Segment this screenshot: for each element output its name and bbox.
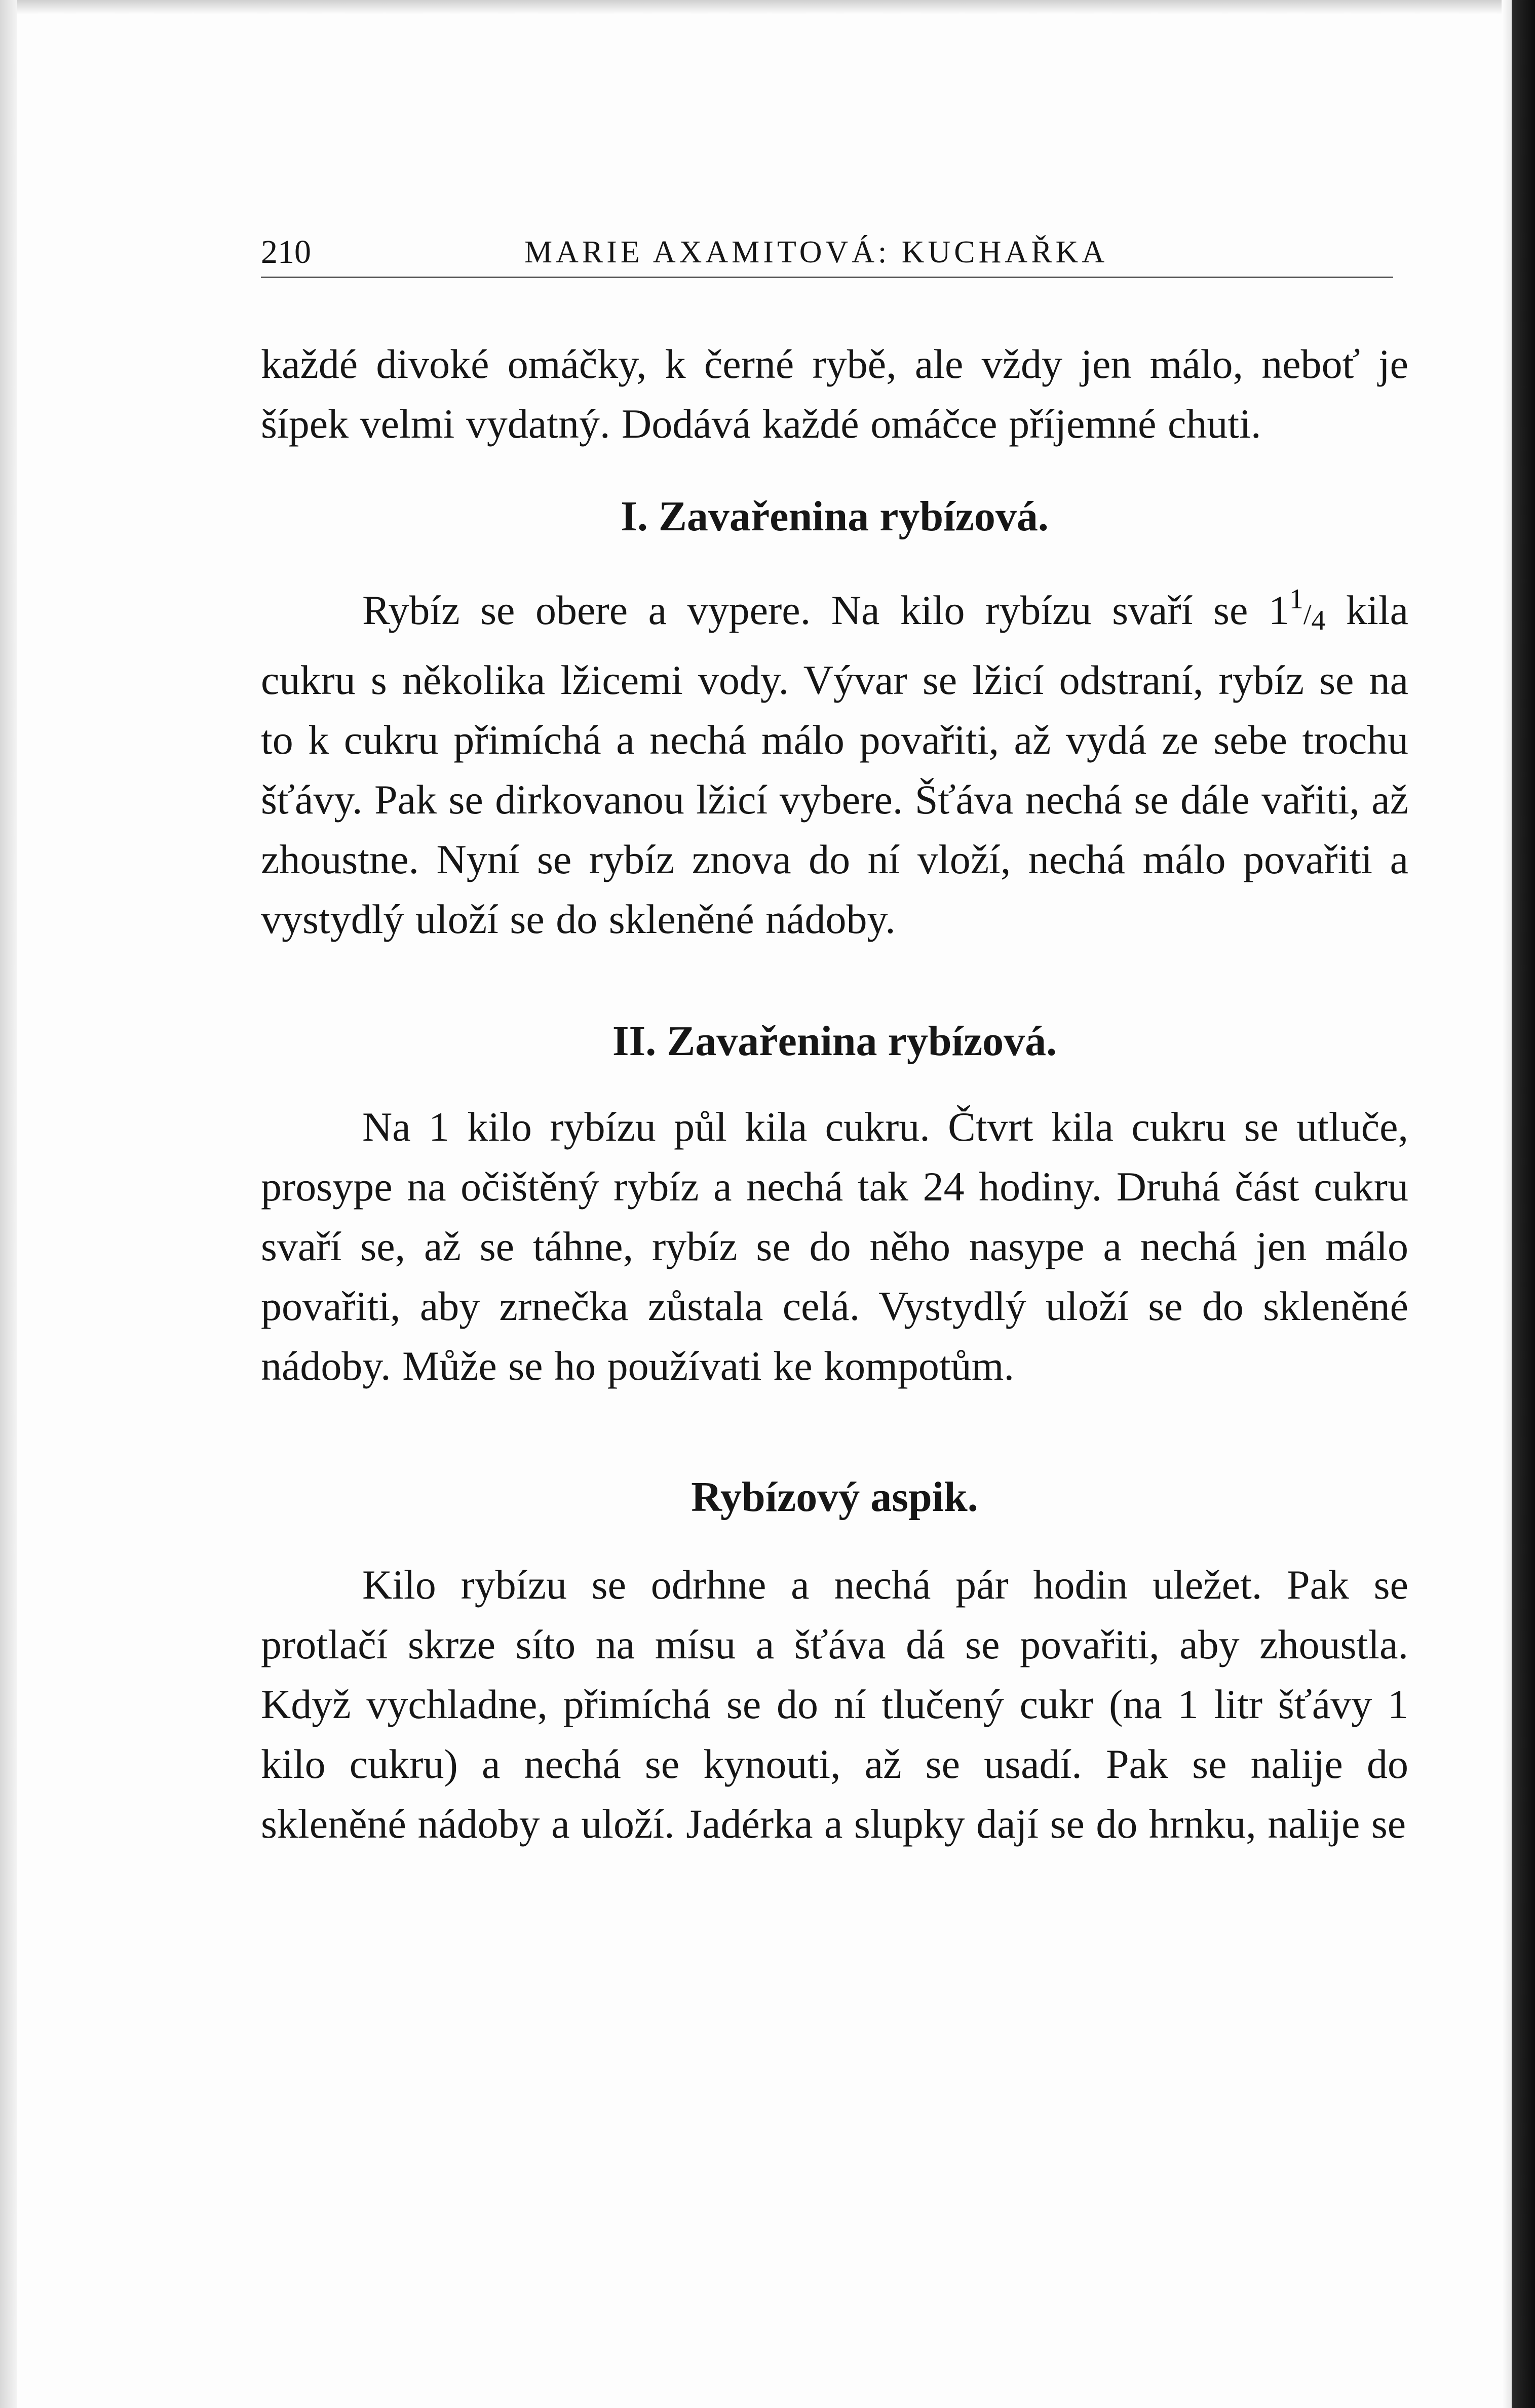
section-heading-2: II. Zavařenina rybízová. — [612, 1017, 1057, 1065]
intro-paragraph: každé divoké omáčky, k černé rybě, ale vždy jen málo, neboť je šípek velmi vydatný. Dodává každé omáčce příjemné chuti. — [261, 341, 1408, 447]
fraction-slash: / — [1303, 599, 1312, 631]
section-1-text-part1: Rybíz se obere a vypere. Na kilo rybízu svaří se 1 — [362, 587, 1289, 633]
running-title: MARIE AXAMITOVÁ: KUCHAŘKA — [524, 235, 1108, 269]
section-paragraph-3: Kilo rybízu se odrhne a nechá pár hodin uležet. Pak se protlačí skrze síto na mísu a šťáva dá se povařiti, aby zhoustla. Když vychladne, přimíchá se do ní tlučený cukr (na 1 litr šťávy 1 kilo cukru) a nechá se kynouti, až se usadí. Pak se nalije do skleněné nádoby a uloží. Jadérka a slupky dají se do hrnku, nalije se — [261, 1561, 1408, 1847]
page-number: 210 — [261, 234, 311, 270]
header-rule — [261, 277, 1393, 278]
page-left-edge — [0, 0, 17, 2408]
fraction-numerator: 1 — [1289, 584, 1303, 615]
page-body — [261, 334, 1408, 1854]
section-heading-3: Rybízový aspik. — [691, 1473, 978, 1521]
section-1-text-part2: kila cukru s několika lžicemi vody. Vývar se lžicí odstraní, rybíz se na to k cukru přimíchá a nechá málo povařiti, až vydá ze sebe trochu šťávy. Pak se dirkovanou lžicí vybere. Šťáva nechá se dále vařiti, až zhoustne. Nyní se rybíz znova do ní vloží, nechá málo povařiti a vystydlý uloží se do skleněné nádoby. — [261, 587, 1408, 942]
section-paragraph-2: Na 1 kilo rybízu půl kila cukru. Čtvrt kila cukru se utluče, prosype na očištěný rybíz a nechá tak 24 hodiny. Druhá část cukru svaří se, až se táhne, rybíz se do něho nasype a nechá jen málo povařiti, aby zrnečka zůstala celá. Vystydlý uloží se do skleněné nádoby. Může se ho používati ke kompotům. — [261, 1103, 1408, 1389]
fraction-one-quarter — [1289, 584, 1326, 636]
running-header — [261, 232, 1393, 278]
book-binding-edge — [1512, 0, 1535, 2408]
section-paragraph-1 — [261, 569, 1408, 949]
page-top-shadow — [0, 0, 1535, 14]
section-heading-1: I. Zavařenina rybízová. — [621, 493, 1049, 540]
page-right-shadow — [1502, 0, 1512, 2408]
fraction-denominator: 4 — [1311, 604, 1326, 636]
